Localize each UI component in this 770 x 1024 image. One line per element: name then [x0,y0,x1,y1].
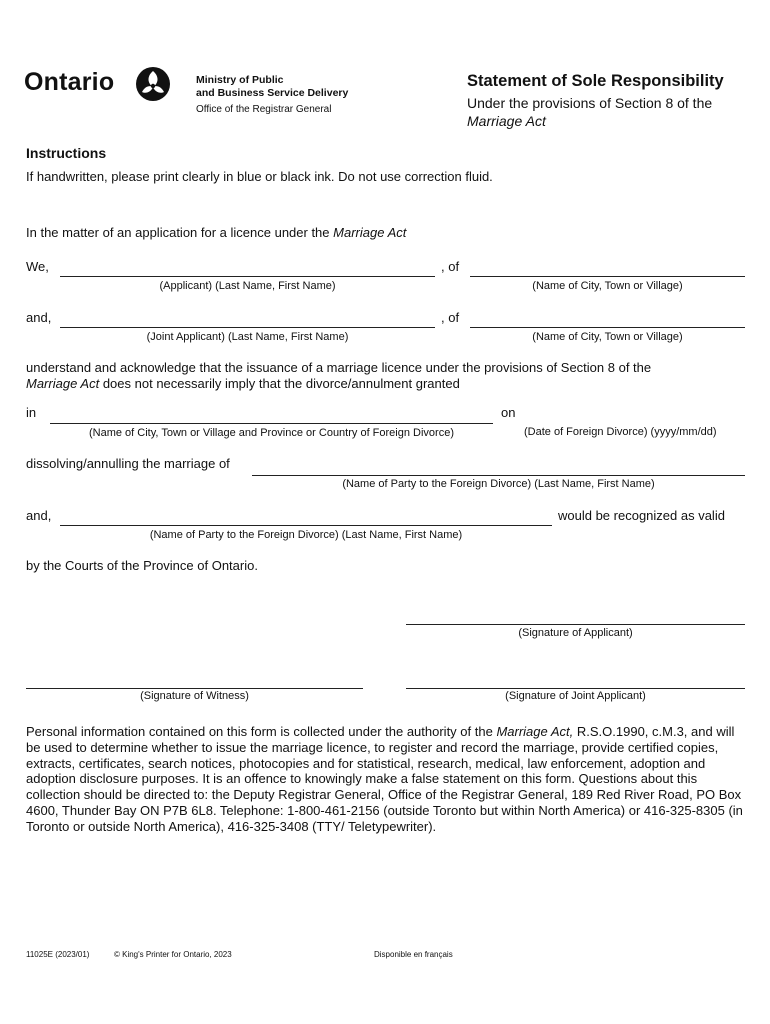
and-label-2: and, [26,508,52,523]
joint-applicant-caption: (Joint Applicant) (Last Name, First Name) [146,331,349,343]
applicant-name-field[interactable] [60,276,435,277]
ontario-logo-text: Ontario [24,68,115,96]
foreign-place-caption: (Name of City, Town or Village and Province or Country of Foreign Divorce) [89,427,454,439]
we-label: We, [26,259,49,274]
on-label: on [501,405,516,420]
copyright: © King's Printer for Ontario, 2023 [114,950,232,959]
in-label: in [26,405,37,420]
joint-applicant-name-field[interactable] [60,327,435,328]
trillium-logo-icon [135,66,171,102]
form-title: Statement of Sole Responsibility [467,72,724,90]
and-label-1: and, [26,310,52,325]
form-subtitle: Under the provisions of Section 8 of the Marriage Act [467,95,713,129]
of-label-2: , of [441,310,460,325]
applicant-city-field[interactable] [470,276,745,277]
applicant-signature-caption: (Signature of Applicant) [518,627,633,639]
witness-signature-field[interactable] [26,688,363,689]
witness-signature-caption: (Signature of Witness) [140,690,249,702]
joint-applicant-signature-field[interactable] [406,688,745,689]
party-one-name-field[interactable] [252,475,745,476]
instructions-text: If handwritten, please print clearly in blue or black ink. Do not use correction fluid. [26,169,493,184]
matter-statement: In the matter of an application for a licence under the Marriage Act [26,225,407,240]
party-one-caption: (Name of Party to the Foreign Divorce) (Last Name, First Name) [342,478,655,490]
form-number: 11025E (2023/01) [26,950,90,959]
instructions-heading: Instructions [26,145,107,161]
acknowledgement-text: understand and acknowledge that the issuance of a marriage licence under the provisions of Section 8 of the Marriage Act does not necessarily imply that the divorce/annulment granted [26,360,652,391]
joint-city-caption: (Name of City, Town or Village) [532,331,683,343]
party-two-name-field[interactable] [60,525,552,526]
french-availability: Disponible en français [374,950,453,959]
joint-applicant-city-field[interactable] [470,327,745,328]
of-label-1: , of [441,259,460,274]
dissolving-label: dissolving/annulling the marriage of [26,456,230,471]
applicant-signature-field[interactable] [406,624,745,625]
joint-applicant-signature-caption: (Signature of Joint Applicant) [505,690,646,702]
privacy-notice: Personal information contained on this form is collected under the authority of the Marriage Act, R.S.O.1990, c.M.3, and will be used to determine whether to issue the marriage licence, to register and record the marriage, provide certified copies, extracts, certificates, search notices, photocopies and for statistical, research, medical, law enforcement, adoption and adoption disclosure purposes. It is an offence to knowingly make a false statement on this form. Questions about this collection should be directed to: the Deputy Registrar General, Office of the Registrar General, 189 Red River Road, PO Box 4600, Thunder Bay ON P7B 6L8. Telephone: 1-800-461-2156 (outside Toronto but within North America) or 416-325-8305 (in Toronto or outside North America), 416-325-3408 (TTY/ Teletypewriter). [26,724,743,834]
party-two-caption: (Name of Party to the Foreign Divorce) (Last Name, First Name) [149,529,463,541]
ministry-name: Ministry of Public and Business Service Delivery [196,74,349,99]
foreign-date-caption: (Date of Foreign Divorce) (yyyy/mm/dd) [524,426,717,438]
applicant-city-caption: (Name of City, Town or Village) [532,280,683,292]
courts-text: by the Courts of the Province of Ontario. [26,558,258,573]
foreign-divorce-place-field[interactable] [50,423,493,424]
office-name: Office of the Registrar General [196,104,332,115]
recognized-label: would be recognized as valid [558,508,725,523]
applicant-caption: (Applicant) (Last Name, First Name) [159,280,336,292]
